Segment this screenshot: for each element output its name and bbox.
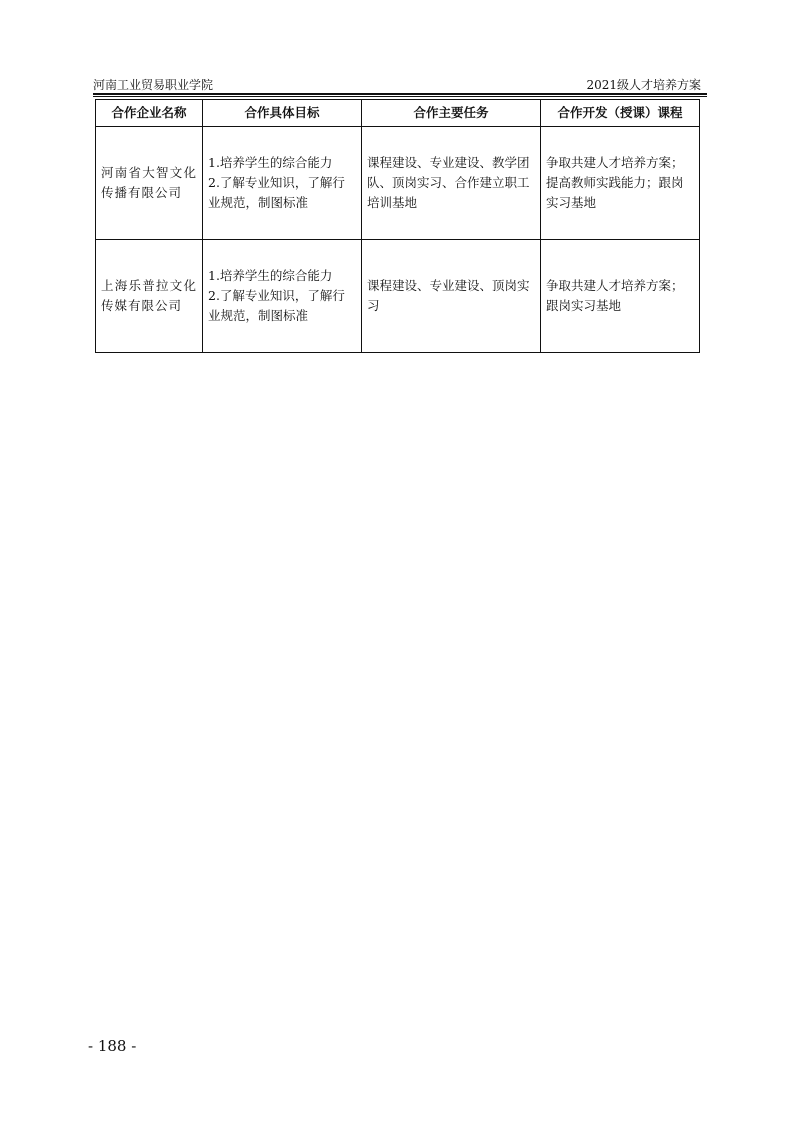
- cell-tasks: 课程建设、专业建设、顶岗实习: [362, 240, 541, 353]
- page-header: [93, 76, 707, 94]
- header-school-name: 河南工业贸易职业学院: [93, 78, 214, 92]
- header-rule-thin: [93, 96, 707, 97]
- cell-tasks: 课程建设、专业建设、教学团队、顶岗实习、合作建立职工培训基地: [362, 127, 541, 240]
- column-header-company: 合作企业名称: [96, 100, 203, 127]
- cell-company: 河南省大智文化传播有限公司: [96, 127, 203, 240]
- goal-item: 1.培养学生的综合能力: [208, 268, 333, 283]
- column-header-courses: 合作开发（授课）课程: [541, 100, 700, 127]
- cell-company: 上海乐普拉文化传媒有限公司: [96, 240, 203, 353]
- cooperation-table: [95, 99, 700, 353]
- header-document-title: 2021级人才培养方案: [586, 78, 701, 92]
- table-row: [96, 240, 700, 353]
- goal-item: 1.培养学生的综合能力: [208, 155, 333, 170]
- goal-item: 2.了解专业知识，了解行业规范，制图标准: [208, 288, 345, 323]
- column-header-tasks: 合作主要任务: [362, 100, 541, 127]
- table-header-row: [96, 100, 700, 127]
- goal-item: 2.了解专业知识，了解行业规范，制图标准: [208, 175, 345, 210]
- page-number: - 188 -: [88, 1037, 137, 1055]
- cell-courses: 争取共建人才培养方案；提高教师实践能力；跟岗实习基地: [541, 127, 700, 240]
- cell-goals: [203, 127, 362, 240]
- cell-goals: [203, 240, 362, 353]
- cell-courses: 争取共建人才培养方案；跟岗实习基地: [541, 240, 700, 353]
- column-header-goals: 合作具体目标: [203, 100, 362, 127]
- table-row: [96, 127, 700, 240]
- header-rule: [93, 93, 707, 95]
